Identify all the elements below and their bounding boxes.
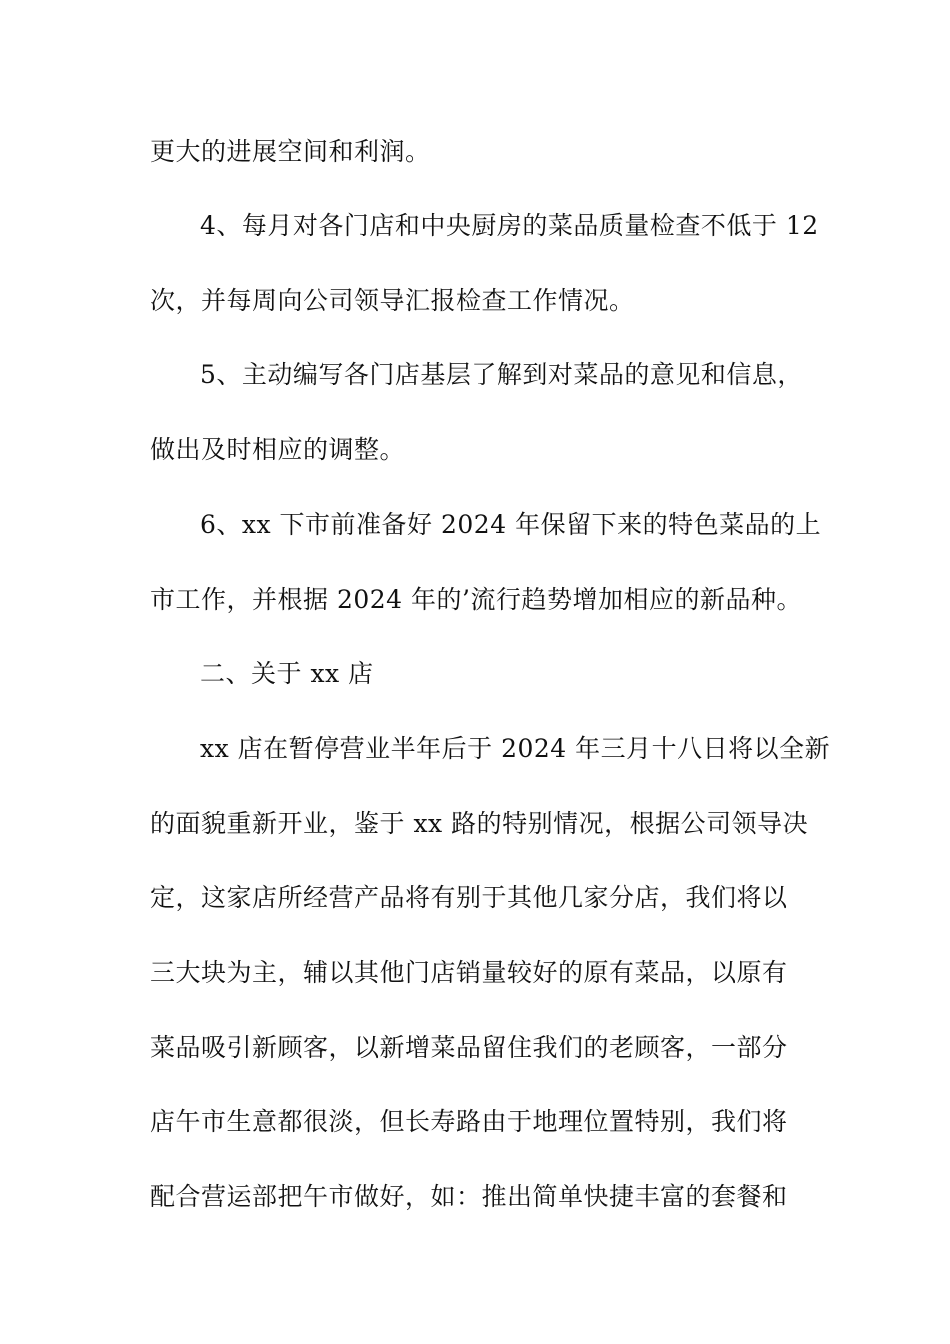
text-line-9: xx 店在暂停营业半年后于 2024 年三月十八日将以全新: [200, 734, 831, 763]
text-line-4: 5、主动编写各门店基层了解到对菜品的意见和信息，: [200, 360, 803, 389]
text-line-12: 三大块为主，辅以其他门店销量较好的原有菜品，以原有: [150, 958, 788, 987]
text-line-1: 更大的进展空间和利润。: [150, 137, 431, 166]
text-line-14: 店午市生意都很淡，但长寿路由于地理位置特别，我们将: [150, 1107, 788, 1136]
text-line-7: 市工作，并根据 2024 年的’流行趋势增加相应的新品种。: [150, 585, 802, 614]
text-line-13: 菜品吸引新顾客，以新增菜品留住我们的老顾客，一部分: [150, 1033, 788, 1062]
text-line-11: 定，这家店所经营产品将有别于其他几家分店，我们将以: [150, 883, 788, 912]
text-line-2: 4、每月对各门店和中央厨房的菜品质量检查不低于 12: [200, 211, 819, 240]
text-line-15: 配合营运部把午市做好，如：推出简单快捷丰富的套餐和: [150, 1182, 788, 1211]
section-heading: 二、关于 xx 店: [200, 659, 374, 688]
text-line-5: 做出及时相应的调整。: [150, 435, 406, 464]
text-line-3: 次，并每周向公司领导汇报检查工作情况。: [150, 286, 635, 315]
text-line-10: 的面貌重新开业，鉴于 xx 路的特别情况，根据公司领导决: [150, 809, 809, 838]
text-line-6: 6、xx 下市前准备好 2024 年保留下来的特色菜品的上: [200, 510, 822, 539]
